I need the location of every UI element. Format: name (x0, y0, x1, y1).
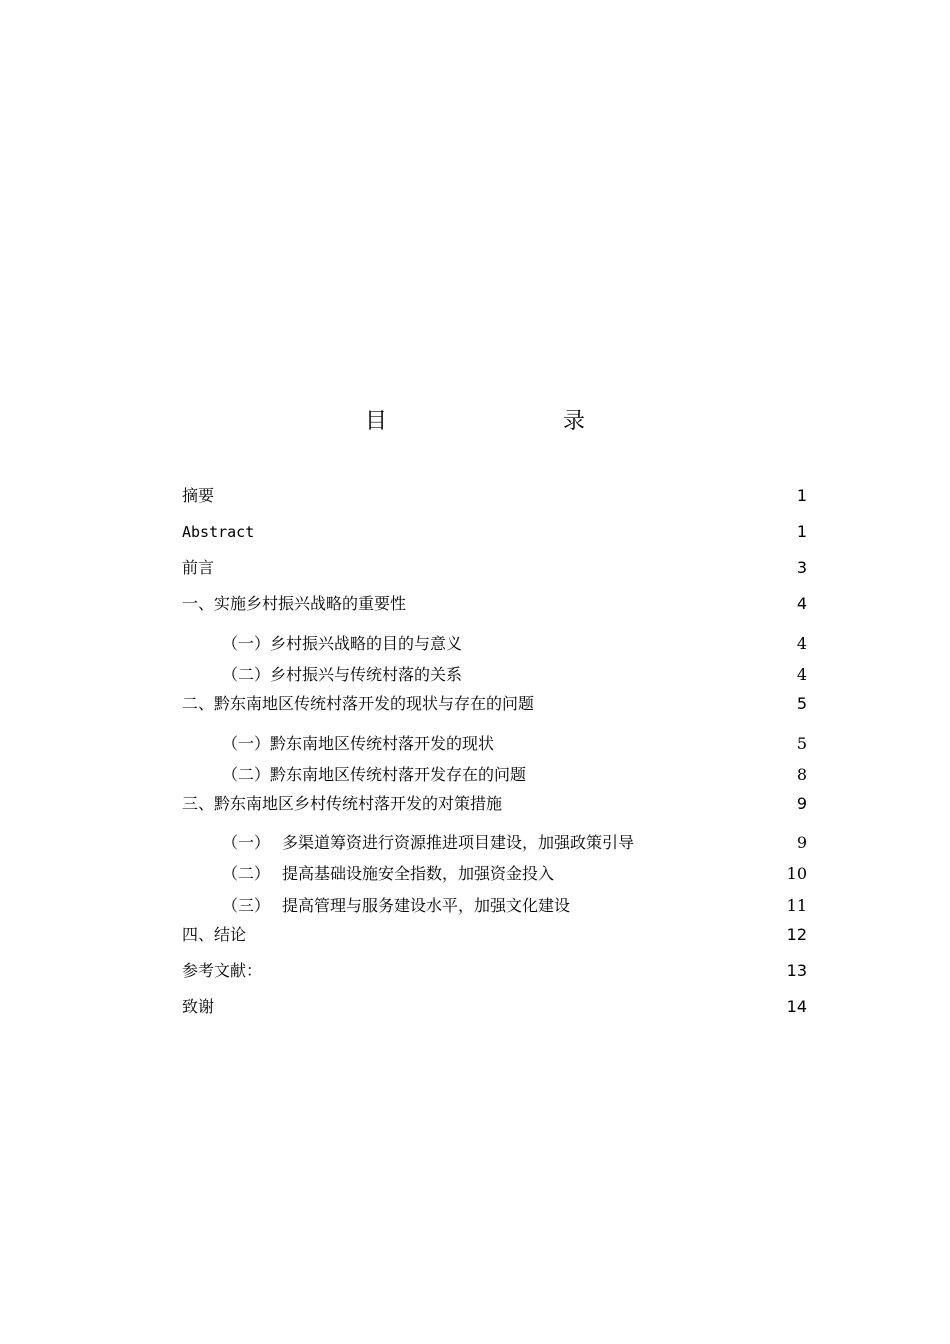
toc-entry-label: 一、实施乡村振兴战略的重要性 (182, 594, 407, 613)
toc-entry-label: Abstract (182, 523, 255, 541)
toc-entry-section-3-3[interactable] (182, 890, 807, 922)
toc-entry-acknowledgements[interactable] (182, 991, 807, 1023)
toc-entry-page: 5 (796, 694, 807, 713)
toc-entry-section-3-2[interactable] (182, 858, 807, 890)
dot-leader (263, 961, 784, 981)
toc-entry-label: 多渠道筹资进行资源推进项目建设，加强政策引导 (282, 833, 635, 852)
toc-entry-label: 四、结论 (182, 925, 247, 944)
toc-entry-label: 二、黔东南地区传统村落开发的现状与存在的问题 (182, 694, 535, 713)
dot-leader (526, 765, 796, 785)
toc-entry-label: 参考文献： (182, 961, 263, 980)
toc-entry-page: 4 (796, 665, 807, 684)
toc-entry-label-prefix: （三） (222, 896, 271, 915)
toc-entry-label: 提高管理与服务建设水平，加强文化建设 (282, 896, 571, 915)
dot-leader (634, 833, 796, 853)
toc-entry-section-1[interactable] (182, 588, 807, 620)
toc-entry-label: 致谢 (182, 997, 215, 1016)
toc-title: 目 录 (364, 409, 629, 434)
dot-leader (570, 896, 786, 916)
dot-leader (215, 558, 794, 578)
toc-entry-abstract-en[interactable] (182, 516, 807, 548)
toc-entry-section-3-1[interactable] (182, 827, 807, 859)
toc-entry-page: 13 (786, 961, 807, 980)
toc-entry-page: 1 (796, 486, 807, 505)
toc-entry-section-1-1[interactable] (182, 628, 807, 660)
toc-entry-page: 4 (796, 634, 807, 653)
dot-leader (554, 864, 786, 884)
dot-leader (407, 594, 794, 614)
dot-leader (247, 925, 784, 945)
toc-entry-page: 5 (796, 734, 807, 753)
toc-entry-label-prefix: （二） (222, 864, 271, 883)
dot-leader (215, 486, 794, 506)
dot-leader (494, 734, 796, 754)
dot-leader (462, 634, 796, 654)
toc-entry-page: 9 (796, 833, 807, 852)
toc-entry-section-2[interactable] (182, 688, 807, 720)
toc-entry-label: （二）黔东南地区传统村落开发存在的问题 (222, 765, 527, 784)
toc-entry-page: 9 (796, 794, 807, 813)
toc-entry-page: 8 (796, 765, 807, 784)
toc-entry-preface[interactable] (182, 552, 807, 584)
toc-entry-label-prefix: （一） (222, 833, 271, 852)
toc-entry-page: 12 (786, 925, 807, 944)
toc-entry-conclusion[interactable] (182, 919, 807, 951)
toc-entry-references[interactable] (182, 955, 807, 987)
toc-entry-abstract-cn[interactable] (182, 480, 807, 512)
toc-entry-label: （一）乡村振兴战略的目的与意义 (222, 634, 463, 653)
toc-entry-page: 14 (786, 997, 807, 1016)
toc-entry-page: 1 (796, 522, 807, 541)
toc-entry-page: 11 (786, 896, 807, 915)
toc-entry-label: 前言 (182, 558, 215, 577)
toc-entry-label: 提高基础设施安全指数，加强资金投入 (282, 864, 555, 883)
dot-leader (215, 997, 784, 1017)
dot-leader (255, 522, 794, 542)
dot-leader (535, 694, 794, 714)
toc-entry-page: 10 (786, 864, 807, 883)
toc-entry-label: （二）乡村振兴与传统村落的关系 (222, 665, 463, 684)
toc-entry-section-2-2[interactable] (182, 759, 807, 791)
toc-entry-page: 3 (796, 558, 807, 577)
toc-entry-section-3[interactable] (182, 788, 807, 820)
toc-entry-section-1-2[interactable] (182, 659, 807, 691)
toc-entry-label: 三、黔东南地区乡村传统村落开发的对策措施 (182, 794, 503, 813)
toc-entry-page: 4 (796, 594, 807, 613)
dot-leader (503, 794, 794, 814)
dot-leader (462, 665, 796, 685)
toc-entry-label: 摘要 (182, 486, 215, 505)
toc-entry-section-2-1[interactable] (182, 728, 807, 760)
toc-entry-label: （一）黔东南地区传统村落开发的现状 (222, 734, 495, 753)
